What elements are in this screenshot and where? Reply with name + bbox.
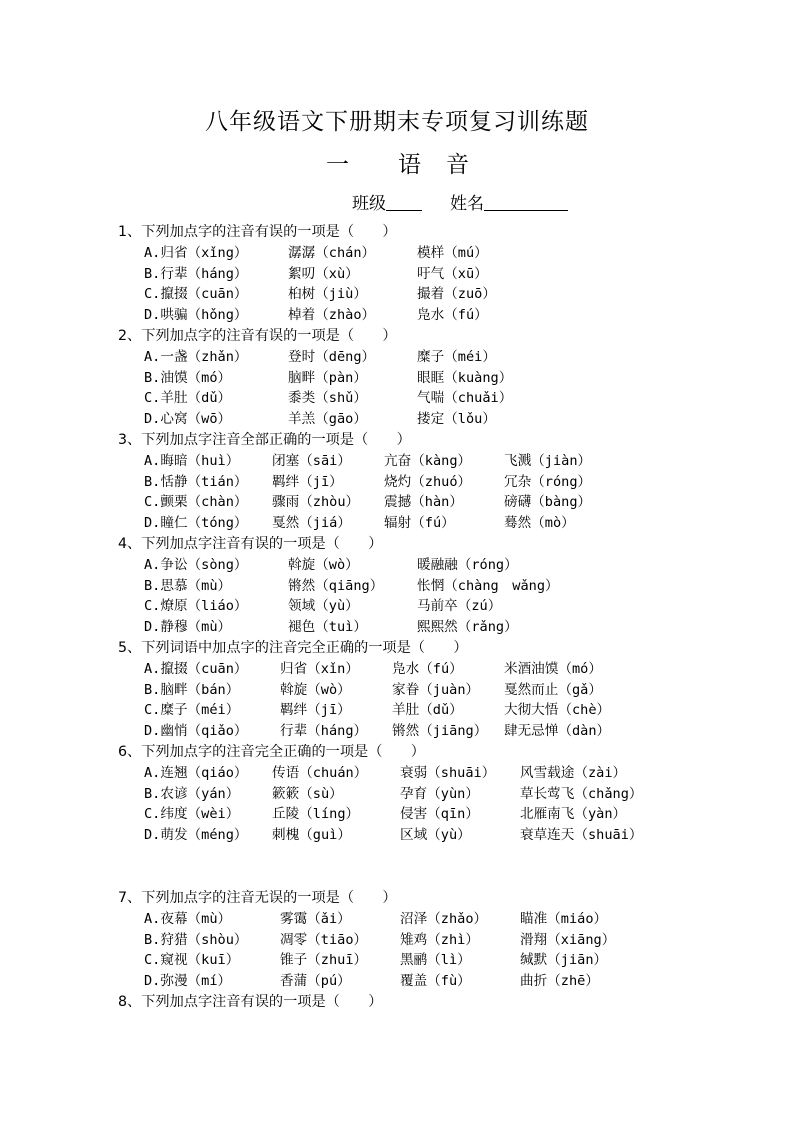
- option-word: 棹着（zhào）: [288, 307, 376, 324]
- option-word: 冗杂（róng）: [504, 473, 592, 490]
- option-word: 凫水（fú）: [392, 660, 463, 677]
- section-title-part-1: 语: [398, 152, 421, 178]
- option-label-word: A.晦暗（huì）: [144, 452, 240, 469]
- option-word: 凋零（tiāo）: [280, 931, 368, 948]
- section-title-part-2: 音: [446, 152, 469, 178]
- option-word: 亢奋（kàng）: [384, 452, 472, 469]
- option-word: 羁绊（jī）: [280, 702, 351, 719]
- option-word: 风雪载途（zài）: [520, 764, 627, 781]
- option-word: 传语（chuán）: [272, 764, 368, 781]
- option-word: 羊肚（dǔ）: [392, 702, 463, 719]
- option-word: 气喘（chuǎi）: [417, 390, 513, 407]
- option-word: 衰草连天（shuāi）: [520, 827, 643, 844]
- section-heading: [326, 146, 469, 179]
- option-word: 怅惘（chàng wǎng）: [417, 577, 559, 594]
- option-word: 暖融融（róng）: [417, 556, 518, 573]
- option-word: 磅礴（bàng）: [504, 494, 592, 511]
- option-word: 闭塞（sāi）: [272, 452, 351, 469]
- option-word: 米酒油馍（mó）: [504, 660, 602, 677]
- option-label-word: C.攛掇（cuān）: [144, 286, 248, 303]
- option-word: 肆无忌惮（dàn）: [504, 723, 611, 740]
- option-word: 沼泽（zhǎo）: [400, 910, 488, 927]
- option-word: 家眷（juàn）: [392, 681, 480, 698]
- option-label-word: C.糜子（méi）: [144, 702, 240, 719]
- option-label-word: B.恬静（tián）: [144, 473, 248, 490]
- option-word: 羊羔（gāo）: [288, 411, 367, 428]
- option-label-word: B.狩猎（shòu）: [144, 931, 248, 948]
- option-word: 马前卒（zú）: [417, 598, 502, 615]
- option-label-word: D.萌发（méng）: [144, 827, 248, 844]
- option-word: 刺槐（guì）: [272, 827, 351, 844]
- option-label-word: D.瞳仁（tóng）: [144, 515, 248, 532]
- option-word: 熙熙然（rǎng）: [417, 619, 518, 636]
- question-stem: 1、下列加点字的注音有误的一项是（ ）: [118, 224, 397, 240]
- option-label-word: D.弥漫（mí）: [144, 973, 232, 990]
- option-word: 缄默（jiān）: [520, 952, 608, 969]
- option-label-word: C.颤栗（chàn）: [144, 494, 248, 511]
- option-word: 侵害（qīn）: [400, 806, 479, 823]
- option-word: 斡旋（wò）: [288, 556, 359, 573]
- name-label: 姓名: [450, 194, 484, 214]
- option-label-word: D.幽悄（qiǎo）: [144, 723, 248, 740]
- option-word: 草长莺飞（chǎng）: [520, 785, 643, 802]
- option-word: 戛然而止（gǎ）: [504, 681, 602, 698]
- option-word: 雾霭（ǎi）: [280, 910, 351, 927]
- option-label-word: C.燎原（liáo）: [144, 598, 248, 615]
- option-word: 凫水（fú）: [417, 307, 488, 324]
- option-word: 瞄准（miáo）: [520, 910, 608, 927]
- option-word: 褪色（tuì）: [288, 619, 367, 636]
- option-word: 糜子（méi）: [417, 348, 496, 365]
- option-word: 衰弱（shuāi）: [400, 764, 496, 781]
- option-word: 烧灼（zhuó）: [384, 473, 472, 490]
- option-label-word: D.心窝（wō）: [144, 411, 232, 428]
- section-number: 一: [326, 152, 349, 178]
- option-word: 锵然（jiāng）: [392, 723, 488, 740]
- option-word: 戛然（jiá）: [272, 515, 351, 532]
- option-label-word: D.哄骗（hǒng）: [144, 307, 248, 324]
- option-word: 眼眶（kuàng）: [417, 369, 513, 386]
- option-label-word: B.思慕（mù）: [144, 577, 232, 594]
- class-blank[interactable]: [386, 194, 422, 211]
- option-word: 桕树（jiù）: [288, 286, 367, 303]
- option-word: 吁气（xū）: [417, 265, 488, 282]
- option-word: 模样（mú）: [417, 244, 488, 261]
- question-stem: 2、下列加点字的注音有误的一项是（ ）: [118, 328, 397, 344]
- option-label-word: B.农谚（yán）: [144, 785, 240, 802]
- option-word: 大彻大悟（chè）: [504, 702, 611, 719]
- option-word: 丘陵（líng）: [272, 806, 360, 823]
- option-label-word: C.窥视（kuī）: [144, 952, 240, 969]
- option-label-word: B.行辈（háng）: [144, 265, 248, 282]
- option-word: 曲折（zhē）: [520, 973, 599, 990]
- option-label-word: A.攛掇（cuān）: [144, 660, 248, 677]
- option-word: 归省（xǐn）: [280, 660, 359, 677]
- option-word: 滑翔（xiāng）: [520, 931, 616, 948]
- option-word: 黑鹂（lì）: [400, 952, 471, 969]
- option-word: 潺潺（chán）: [288, 244, 376, 261]
- option-word: 领域（yù）: [288, 598, 359, 615]
- question-stem: 8、下列加点字注音有误的一项是（ ）: [118, 994, 383, 1010]
- question-stem: 7、下列加点字的注音无误的一项是（ ）: [118, 890, 397, 906]
- question-stem: 4、下列加点字注音有误的一项是（ ）: [118, 536, 383, 552]
- option-word: 羁绊（jī）: [272, 473, 343, 490]
- option-word: 孕育（yùn）: [400, 785, 479, 802]
- option-label-word: A.夜幕（mù）: [144, 910, 232, 927]
- option-word: 辐射（fú）: [384, 515, 455, 532]
- option-word: 行辈（háng）: [280, 723, 368, 740]
- option-word: 飞溅（jiàn）: [504, 452, 592, 469]
- option-word: 蓦然（mò）: [504, 515, 575, 532]
- option-word: 簌簌（sù）: [272, 785, 343, 802]
- option-word: 区域（yù）: [400, 827, 471, 844]
- option-label-word: A.争讼（sòng）: [144, 556, 248, 573]
- question-stem: 5、下列词语中加点字的注音完全正确的一项是（ ）: [118, 640, 468, 656]
- question-stem: 3、下列加点字注音全部正确的一项是（ ）: [118, 432, 411, 448]
- option-word: 登时（dēng）: [288, 348, 376, 365]
- option-label-word: C.纬度（wèi）: [144, 806, 240, 823]
- option-label-word: A.一盏（zhǎn）: [144, 348, 248, 365]
- option-word: 震撼（hàn）: [384, 494, 463, 511]
- student-info-line: [352, 189, 568, 214]
- option-word: 黍类（shǔ）: [288, 390, 367, 407]
- option-word: 锵然（qiāng）: [288, 577, 384, 594]
- option-word: 北雁南飞（yàn）: [520, 806, 627, 823]
- option-word: 香蒲（pú）: [280, 973, 351, 990]
- option-word: 絮叨（xù）: [288, 265, 359, 282]
- option-word: 骤雨（zhòu）: [272, 494, 360, 511]
- option-word: 锥子（zhuī）: [280, 952, 368, 969]
- option-label-word: A.归省（xǐng）: [144, 244, 248, 261]
- option-word: 搂定（lǒu）: [417, 411, 496, 428]
- option-word: 雉鸡（zhì）: [400, 931, 479, 948]
- class-label: 班级: [352, 194, 386, 214]
- option-label-word: B.油馍（mó）: [144, 369, 232, 386]
- option-word: 覆盖（fù）: [400, 973, 471, 990]
- name-blank[interactable]: [484, 194, 568, 211]
- option-label-word: B.脑畔（bán）: [144, 681, 240, 698]
- question-stem: 6、下列加点字的注音完全正确的一项是（ ）: [118, 744, 425, 760]
- page-title: 八年级语文下册期末专项复习训练题: [205, 109, 589, 135]
- option-label-word: D.静穆（mù）: [144, 619, 232, 636]
- option-word: 斡旋（wò）: [280, 681, 351, 698]
- option-word: 脑畔（pàn）: [288, 369, 367, 386]
- option-word: 撮着（zuō）: [417, 286, 496, 303]
- option-label-word: A.连翘（qiáo）: [144, 764, 248, 781]
- option-label-word: C.羊肚（dǔ）: [144, 390, 232, 407]
